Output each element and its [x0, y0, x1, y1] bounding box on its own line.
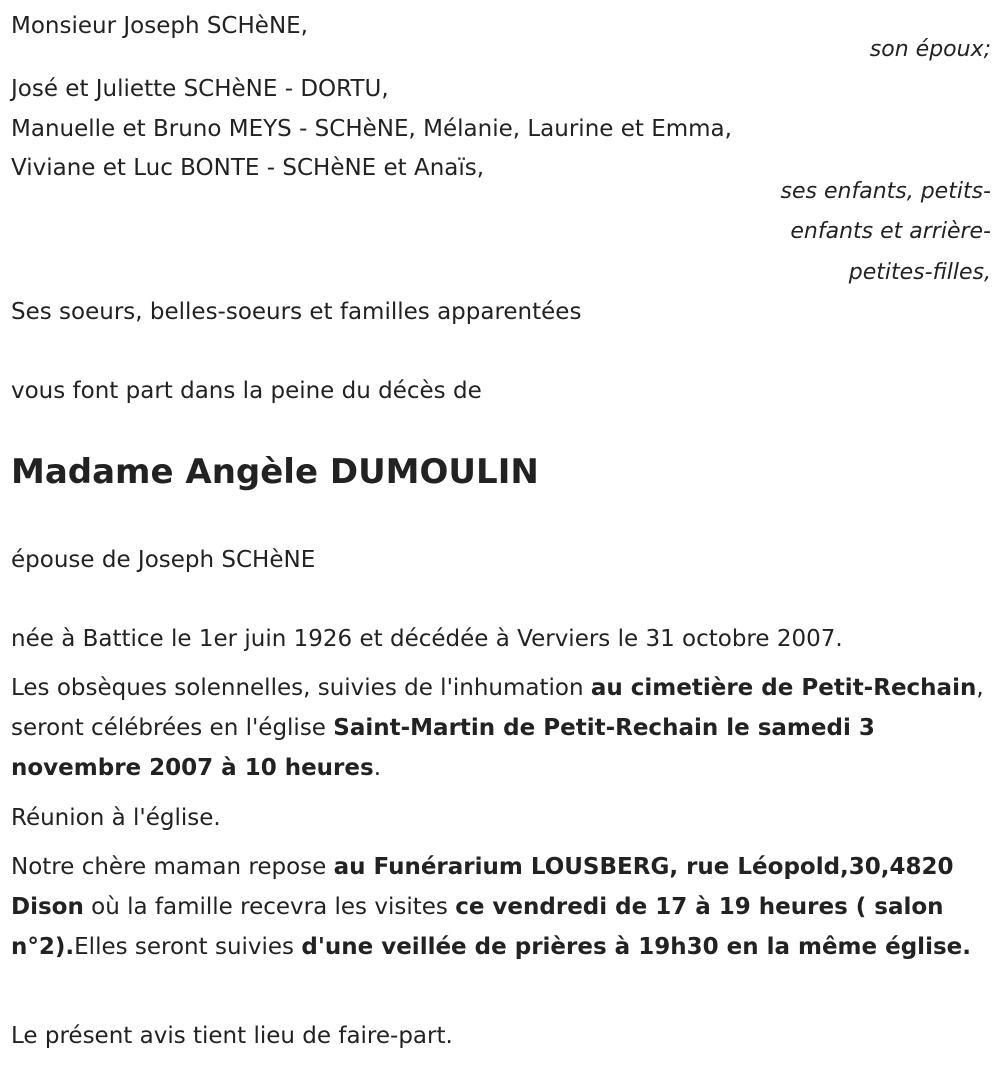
closing-line: Le présent avis tient lieu de faire-part. — [11, 1023, 453, 1049]
husband-role: son époux; — [869, 37, 991, 62]
children-role-2: enfants et arrière- — [790, 219, 991, 244]
visitation-text-1: Notre chère maman repose — [11, 854, 334, 880]
funeral-text-2: , seront célébrées en l'église — [11, 675, 984, 741]
funeral-home: au Funérarium LOUSBERG, rue Léopold,30,4820 Dison — [11, 854, 954, 920]
child-line-2: Manuelle et Bruno MEYS - SCHèNE, Mélanie, Laurine et Emma, — [11, 116, 732, 142]
funeral-text-3: . — [373, 755, 382, 781]
spouse-line: épouse de Joseph SCHèNE — [11, 547, 316, 573]
husband-line: Monsieur Joseph SCHèNE, — [11, 13, 308, 39]
church-datetime: Saint-Martin de Petit-Rechain le samedi 3 novembre 2007 à 10 heures — [11, 715, 875, 781]
child-line-1: José et Juliette SCHèNE - DORTU, — [11, 76, 389, 102]
birth-death-line: née à Battice le 1er juin 1926 et décédée à Verviers le 31 octobre 2007. — [11, 626, 843, 652]
funeral-paragraph — [11, 668, 996, 788]
children-role-3: petites-filles, — [848, 260, 991, 285]
child-line-3: Viviane et Luc BONTE - SCHèNE et Anaïs, — [11, 155, 485, 181]
deceased-name: Madame Angèle DUMOULIN — [11, 452, 539, 492]
visitation-text-2: où la famille recevra les visites — [83, 894, 456, 920]
intro-line: vous font part dans la peine du décès de — [11, 378, 482, 404]
siblings-line: Ses soeurs, belles-soeurs et familles apparentées — [11, 299, 582, 325]
visiting-hours: ce vendredi de 17 à 19 heures ( salon n°2). — [11, 894, 944, 960]
cemetery-location: au cimetière de Petit-Rechain — [590, 675, 977, 701]
prayer-vigil: d'une veillée de prières à 19h30 en la même église. — [301, 934, 971, 960]
visitation-paragraph — [11, 847, 996, 967]
children-role-1: ses enfants, petits- — [780, 179, 991, 204]
meeting-line: Réunion à l'église. — [11, 805, 221, 831]
visitation-text-3: Elles seront suivies — [74, 934, 302, 960]
funeral-text-1: Les obsèques solennelles, suivies de l'inhumation — [11, 675, 591, 701]
